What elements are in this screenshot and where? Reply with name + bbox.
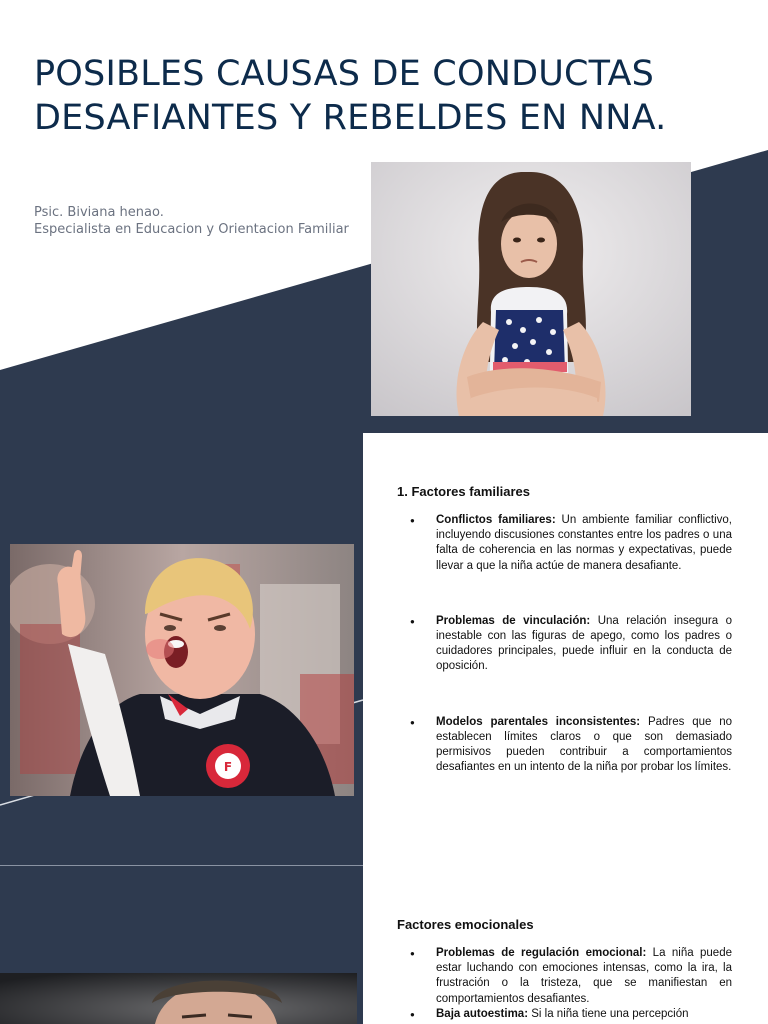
factores-emocionales-list [410,946,732,1022]
list-item [410,715,732,776]
title-line-1: POSIBLES CAUSAS DE CONDUCTAS [34,54,655,94]
item-text: Un ambiente familiar conflictivo, incluyendo discusiones constantes entre los padres o una falta de coherencia en las normas y expectativas, puede llevar a que la niña actúe de manera desafiante. [436,514,732,572]
page-title [34,52,754,140]
girl-crossed-arms-photo [371,162,691,416]
author-block [34,204,349,238]
author-role: Especialista en Educacion y Orientacion Familiar [34,222,349,237]
item-term: Baja autoestima: [436,1007,529,1020]
section-title-factores-emocionales: Factores emocionales [397,917,534,932]
item-text: Si la niña tiene una percepción [528,1007,689,1020]
factores-familiares-list [410,513,732,815]
item-term: Problemas de regulación emocional: [436,947,647,959]
svg-text:F: F [223,760,233,774]
divider-line [0,865,363,866]
item-text: Padres que no establecen límites claros o que son demasiado permisivos pueden contribuir a comportamientos desafiantes en un intento de la niña por probar los límites. [436,715,732,774]
title-line-2: DESAFIANTES Y REBELDES EN NNA. [34,98,667,138]
item-term: Problemas de vinculación: [436,614,591,627]
boy-shouting-photo [10,544,354,796]
section-title-factores-familiares: 1. Factores familiares [397,484,530,499]
list-item [410,946,732,1007]
item-text: Una relación insegura o inestable con las figuras de apego, como los padres o cuidadores principales, puede influir en la conducta de oposición. [436,614,732,673]
list-item [410,513,732,574]
child-face-photo [0,973,357,1024]
item-term: Modelos parentales inconsistentes: [436,715,641,728]
list-item [410,614,732,675]
item-text: La niña puede estar luchando con emociones intensas, como la ira, la frustración o la tristeza, que se manifiestan en comportamientos desafiantes. [436,947,732,1005]
list-item [410,1007,732,1022]
item-term: Conflictos familiares: [436,514,556,526]
author-name: Psic. Biviana henao. [34,205,164,220]
